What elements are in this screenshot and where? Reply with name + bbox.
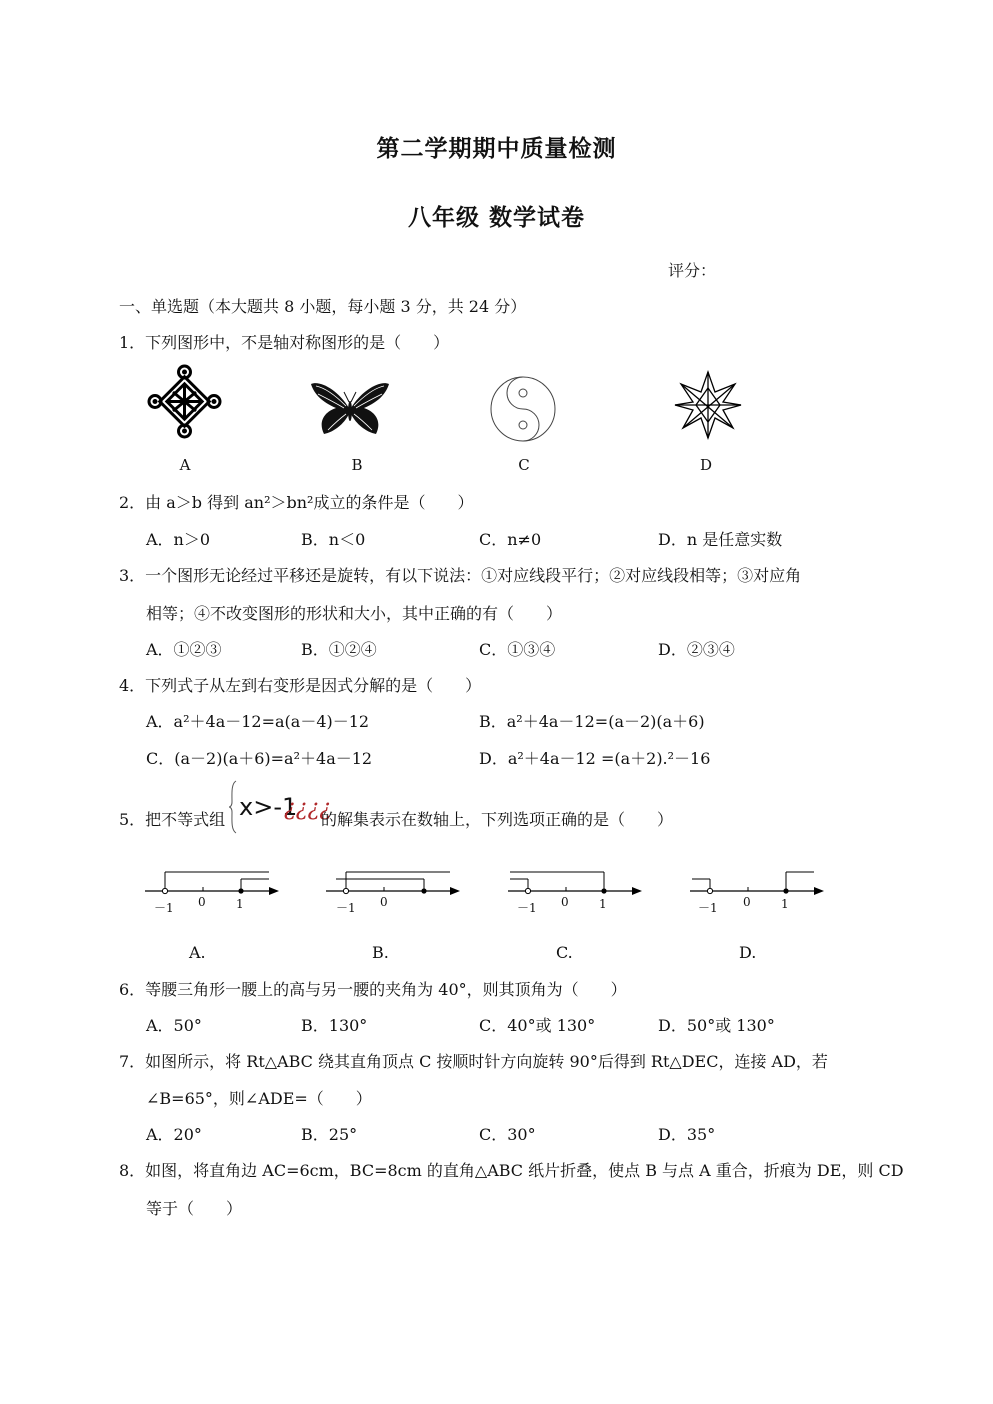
q6-option-a[interactable]: A．50° bbox=[146, 1016, 202, 1035]
question-3-stem-line2: 相等；④不改变图形的形状和大小，其中正确的有（ ） bbox=[146, 604, 563, 623]
nl-c-tick-neg1: －1 bbox=[517, 901, 537, 915]
exam-title: 第二学期期中质量检测 bbox=[376, 136, 617, 162]
yin-yang-figure bbox=[488, 374, 558, 444]
question-8-stem-line1: 8．如图，将直角边 AC=6cm，BC=8cm 的直角△ABC 纸片折叠，使点 B 与点 A 重合，折痕为 DE，则 CD bbox=[119, 1161, 904, 1180]
question-7-stem-line1: 7．如图所示，将 Rt△ABC 绕其直角顶点 C 按顺时针方向旋转 90°后得到 Rt△DEC，连接 AD，若 bbox=[119, 1052, 828, 1071]
question-5-stem-before: 5．把不等式组 bbox=[119, 810, 226, 829]
question-8-stem-line2: 等于（ ） bbox=[146, 1199, 243, 1218]
question-2-stem: 2．由 a＞b 得到 an²＞bn²成立的条件是（ ） bbox=[119, 493, 474, 512]
q7-option-a[interactable]: A．20° bbox=[146, 1125, 202, 1144]
q2-option-c[interactable]: C．n≠0 bbox=[479, 530, 542, 549]
q5-option-d[interactable]: D. bbox=[739, 943, 757, 962]
nl-d-tick-neg1: －1 bbox=[698, 901, 718, 915]
butterfly-figure bbox=[308, 380, 392, 440]
question-1-stem: 1．下列图形中，不是轴对称图形的是（ ） bbox=[119, 333, 450, 352]
question-5-stem-after: 的解集表示在数轴上，下列选项正确的是（ ） bbox=[321, 810, 674, 829]
question-3-stem-line1: 3．一个图形无论经过平移还是旋转，有以下说法：①对应线段平行；②对应线段相等；③对应角 bbox=[119, 566, 802, 585]
figure-label-d: D bbox=[699, 456, 713, 474]
figure-label-c: C bbox=[518, 456, 530, 474]
q5-option-c[interactable]: C. bbox=[556, 943, 573, 962]
nl-a-tick-neg1: －1 bbox=[154, 901, 174, 915]
q6-option-b[interactable]: B．130° bbox=[301, 1016, 368, 1035]
nl-c-tick-0: 0 bbox=[561, 895, 569, 909]
section-heading: 一、单选题（本大题共 8 小题，每小题 3 分，共 24 分） bbox=[119, 297, 527, 316]
nl-b-tick-0: 0 bbox=[380, 895, 388, 909]
star-figure bbox=[673, 370, 743, 440]
q3-option-d[interactable]: D．②③④ bbox=[658, 640, 735, 659]
chinese-knot-figure bbox=[147, 364, 222, 439]
inequality-expression: x>-1 bbox=[239, 793, 298, 821]
q6-option-d[interactable]: D．50°或 130° bbox=[658, 1016, 775, 1035]
nl-d-tick-0: 0 bbox=[743, 895, 751, 909]
score-label: 评分： bbox=[668, 261, 717, 280]
question-6-stem: 6．等腰三角形一腰上的高与另一腰的夹角为 40°，则其顶角为（ ） bbox=[119, 980, 627, 999]
nl-c-tick-1: 1 bbox=[599, 897, 607, 911]
nl-d-tick-1: 1 bbox=[781, 897, 789, 911]
q5-option-a[interactable]: A. bbox=[189, 943, 206, 962]
q7-option-c[interactable]: C．30° bbox=[479, 1125, 536, 1144]
q4-option-b[interactable]: B．a²＋4a－12=(a－2)(a＋6) bbox=[479, 712, 705, 731]
inequality-brace bbox=[229, 780, 237, 834]
nl-a-tick-1: 1 bbox=[236, 897, 244, 911]
q3-option-b[interactable]: B．①②④ bbox=[301, 640, 377, 659]
q4-option-c[interactable]: C．(a－2)(a＋6)=a²＋4a－12 bbox=[146, 749, 373, 768]
q2-option-b[interactable]: B．n＜0 bbox=[301, 530, 366, 549]
q2-option-d[interactable]: D．n 是任意实数 bbox=[658, 530, 783, 549]
question-7-stem-line2: ∠B=65°，则∠ADE=（ ） bbox=[146, 1089, 372, 1108]
nl-b-tick-neg1: －1 bbox=[336, 901, 356, 915]
q7-option-b[interactable]: B．25° bbox=[301, 1125, 358, 1144]
figure-label-a: A bbox=[179, 456, 191, 474]
q4-option-a[interactable]: A．a²＋4a－12=a(a－4)－12 bbox=[146, 712, 370, 731]
q7-option-d[interactable]: D．35° bbox=[658, 1125, 716, 1144]
q4-option-d[interactable]: D．a²＋4a－12 =(a＋2).²－16 bbox=[479, 749, 711, 768]
exam-subtitle: 八年级 数学试卷 bbox=[407, 205, 585, 231]
q5-option-b[interactable]: B. bbox=[372, 943, 389, 962]
nl-a-tick-0: 0 bbox=[198, 895, 206, 909]
q6-option-c[interactable]: C．40°或 130° bbox=[479, 1016, 596, 1035]
q3-option-a[interactable]: A．①②③ bbox=[146, 640, 222, 659]
q2-option-a[interactable]: A．n＞0 bbox=[146, 530, 211, 549]
q3-option-c[interactable]: C．①③④ bbox=[479, 640, 556, 659]
question-4-stem: 4．下列式子从左到右变形是因式分解的是（ ） bbox=[119, 676, 482, 695]
figure-label-b: B bbox=[351, 456, 363, 474]
garbled-text: ¿¿¿¿ bbox=[284, 796, 332, 821]
